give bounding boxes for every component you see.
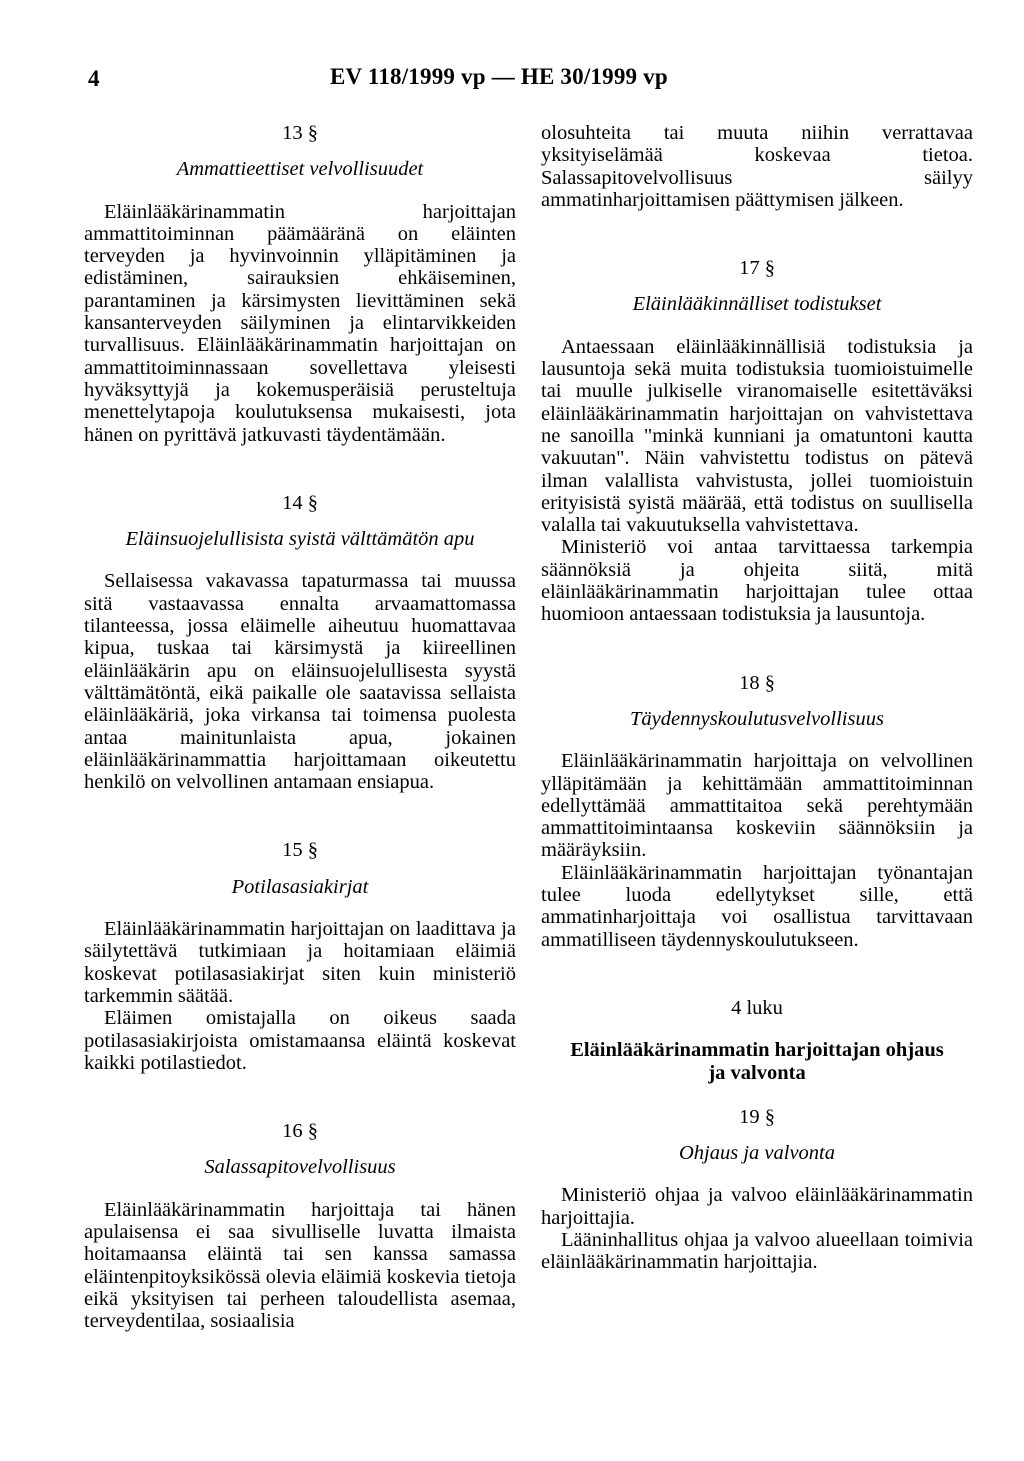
section-paragraph: Eläimen omistajalla on oikeus saada potilasasiakirjoista omistamaansa eläintä koskevat kaikki potilastiedot.: [84, 1007, 516, 1074]
section-number: 17 §: [739, 257, 775, 280]
section-number: 15 §: [282, 839, 318, 862]
section-title: Potilasasiakirjat: [231, 875, 369, 898]
section-paragraph: Eläinlääkärinammatin harjoittajan on laadittava ja säilytettävä tutkimiaan ja hoitamiaan eläimiä koskevat potilasasiakirjat siten kuin ministeriö tarkemmin säätää.: [84, 918, 516, 1007]
section-13: [84, 122, 516, 446]
section-title: Salassapitovelvollisuus: [204, 1156, 396, 1179]
page-number: 4: [88, 66, 100, 91]
left-column: [84, 122, 516, 1332]
section-number: 18 §: [739, 671, 775, 694]
section-number: 19 §: [739, 1105, 775, 1128]
section-title: Ammattieettiset velvollisuudet: [176, 158, 424, 181]
section-15: [84, 839, 516, 1074]
section-paragraph: Lääninhallitus ohjaa ja valvoo alueellaan toimivia eläinlääkärinammatin harjoittajia.: [541, 1228, 973, 1274]
section-number: 13 §: [282, 122, 318, 144]
section-title: Eläinsuojelullisista syistä välttämätön apu: [125, 528, 475, 551]
section-paragraph: Ministeriö voi antaa tarvittaessa tarkempia säännöksiä ja ohjeita siitä, mitä eläinlääkärinammatin harjoittajan tulee ottaa huomioon antaessaan todistuksia ja lausuntoja.: [541, 536, 973, 626]
running-header: EV 118/1999 vp — HE 30/1999 vp: [330, 64, 668, 89]
chapter-title: Eläinlääkärinammatin harjoittajan ohjaus ja valvonta: [570, 1039, 944, 1084]
section-paragraph: Eläinlääkärinammatin harjoittajan työnantajan tulee luoda edellytykset sille, että ammatinharjoittaja voi osallistua tarvittavaan ammatilliseen täydennyskoulutukseen.: [541, 861, 973, 951]
section-title: Täydennyskoulutusvelvollisuus: [630, 707, 884, 730]
section-paragraph: Eläinlääkärinammatin harjoittajan ammattitoiminnan päämääränä on eläinten terveyden ja hyvinvoinnin ylläpitäminen ja edistäminen, sairauksien ehkäiseminen, parantaminen ja kärsimysten lievittäminen sekä kansanterveyden säilyminen ja elintarvikkeiden turvallisuus. Eläinlääkärinammatin harjoittajan on ammattitoiminnassaan sovellettava yleisesti hyväksyttyjä ja kokemusperäisiä perusteltuja menettelytapoja koulutuksensa mukaisesti, jota hänen on pyrittävä jatkuvasti täydentämään.: [84, 200, 516, 446]
section-paragraph: Ministeriö ohjaa ja valvoo eläinlääkärinammatin harjoittajia.: [541, 1184, 973, 1229]
section-16-continuation: olosuhteita tai muuta niihin verrattavaa yksityiselämää koskevaa tietoa. Salassapitovelvollisuus säilyy ammatinharjoittamisen päättymisen jälkeen.: [541, 122, 973, 211]
section-title: Eläinlääkinnälliset todistukset: [632, 293, 882, 316]
section-number: 14 §: [282, 491, 318, 514]
section-17: [541, 257, 973, 625]
section-paragraph: Sellaisessa vakavassa tapaturmassa tai muussa sitä vastaavassa ennalta arvaamattomassa tilanteessa, jossa eläimelle aiheutuu huomattavaa kipua, tuskaa tai kärsimystä ja kiireellinen eläinlääkärin apu on eläinsuojelullisesta syystä välttämätöntä, eikä paikalle ole saatavissa sellaista eläinlääkäriä, joka virkansa tai toimensa puolesta antaa mainitunlaista apua, jokainen eläinlääkärinammattia harjoittamaan oikeutettu henkilö on velvollinen antamaan ensiapua.: [84, 570, 516, 794]
chapter-number: 4 luku: [731, 996, 783, 1019]
section-paragraph: Eläinlääkärinammatin harjoittaja tai hänen apulaisensa ei saa sivulliselle luvatta ilmaista hoitamaansa eläintä tai sen kanssa samassa eläintenpitoyksikössä olevia eläimiä koskevia tietoja eikä yksityisen tai perheen taloudellista asemaa, terveydentilaa, sosiaalisia: [84, 1198, 516, 1333]
section-19: [541, 1106, 973, 1274]
section-14: [84, 492, 516, 794]
section-paragraph: Antaessaan eläinlääkinnällisiä todistuksia ja lausuntoja sekä muita todistuksia tuomioistuimelle tai muulle julkiselle viranomaiselle esitettäväksi eläinlääkärinammatin harjoittajan on vahvistettava ne sanoilla "minkä kunniani ja omatuntoni kautta vakuutan". Näin vahvistettu todistus on pätevä ilman valallista vahvistusta, jollei tuomioistuin erityisistä syistä määrää, että todistus on suullisella valalla tai vakuutuksella vahvistettava.: [541, 335, 973, 537]
section-16: [84, 1120, 516, 1332]
section-title: Ohjaus ja valvonta: [678, 1142, 835, 1165]
section-18: [541, 672, 973, 951]
chapter-4: [541, 997, 973, 1084]
section-number: 16 §: [282, 1120, 318, 1143]
right-column: [541, 122, 973, 1274]
section-paragraph: Eläinlääkärinammatin harjoittaja on velvollinen ylläpitämään ja kehittämään ammattitoiminnan edellyttämää ammattitaitoa sekä perehtymään ammattitoimintaansa koskeviin säännöksiin ja määräyksiin.: [541, 750, 973, 862]
